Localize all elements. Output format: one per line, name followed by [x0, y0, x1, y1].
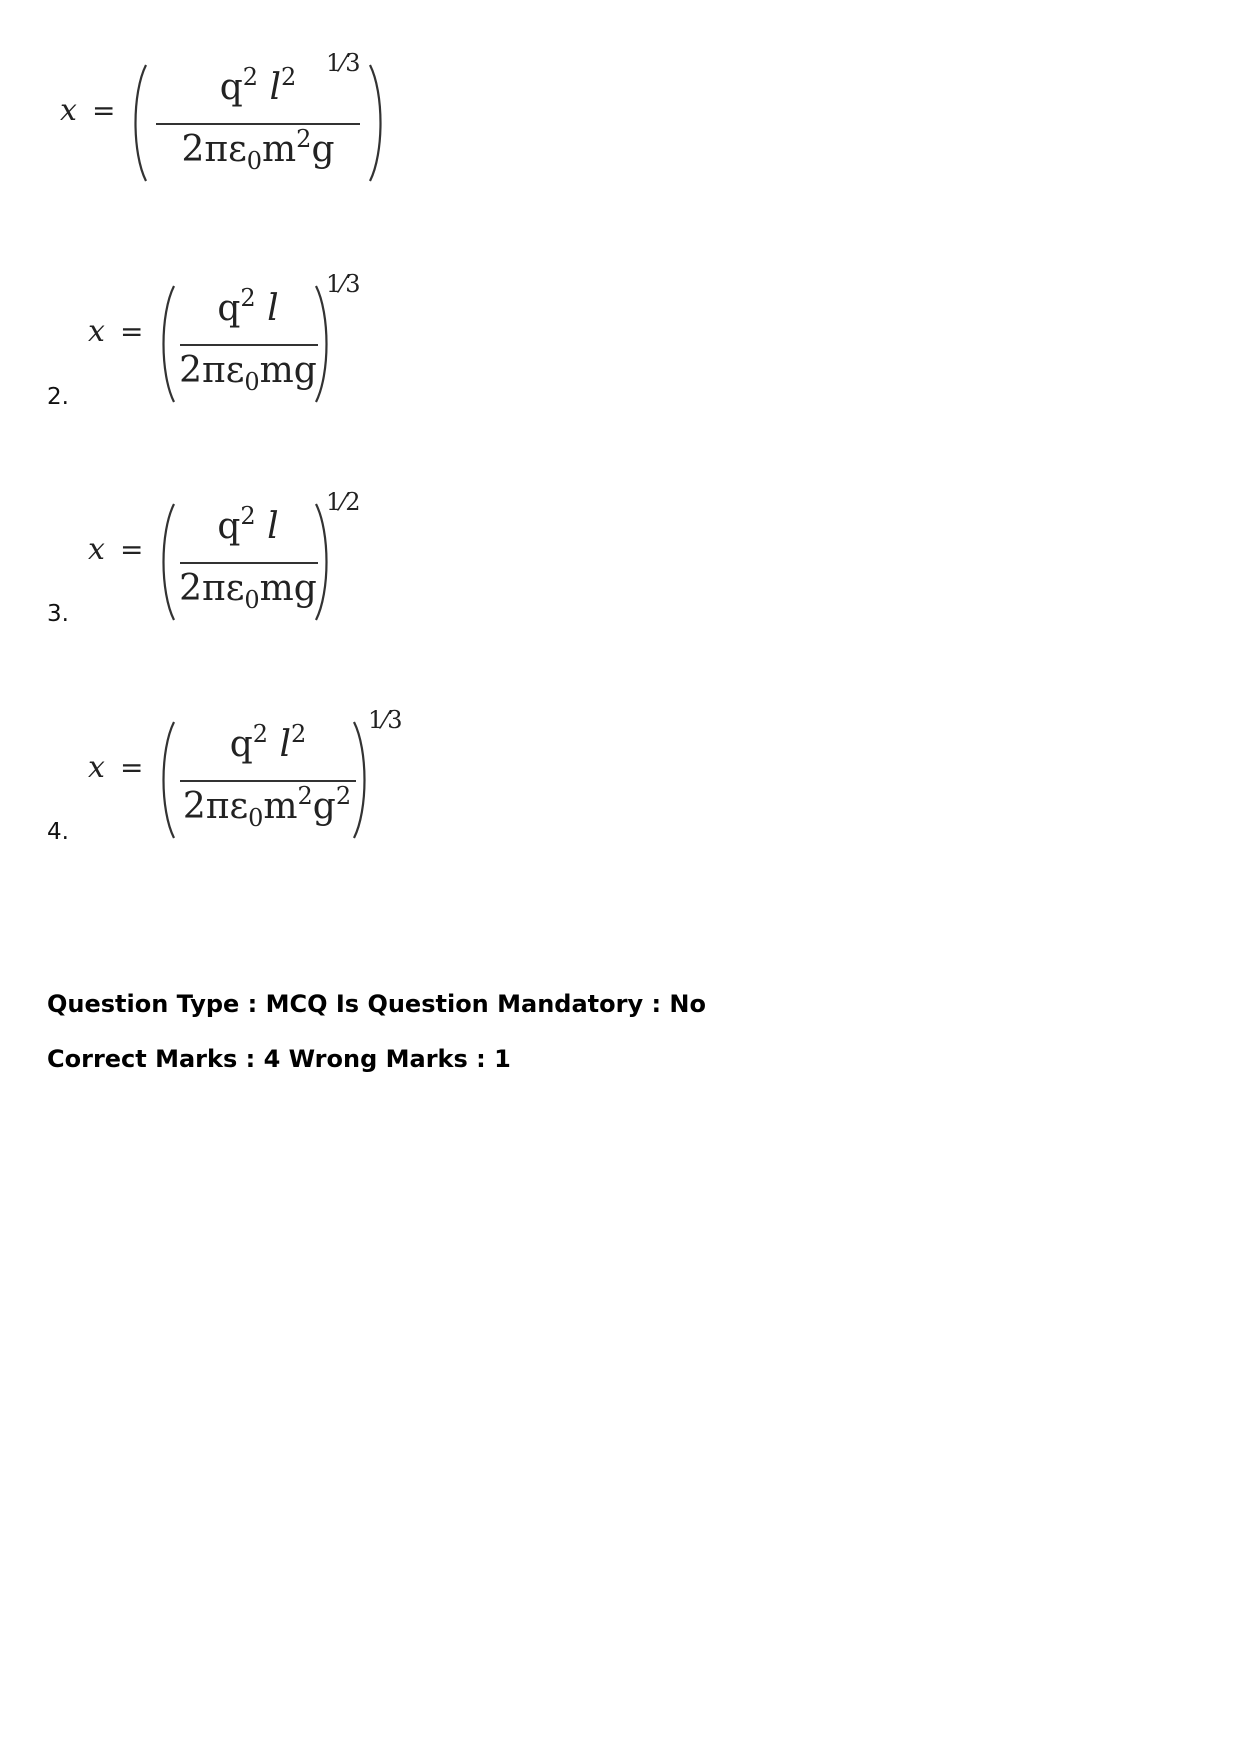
formula-numerator: $q^2$ l: [217, 502, 279, 547]
option-1-formula: [58, 45, 388, 185]
formula-numerator: $q^2$ $l^2$: [229, 720, 307, 765]
option-2-number: 2.: [47, 384, 69, 410]
formula-exponent: 1⁄3: [368, 706, 403, 734]
formula-denominator: $2\pi\varepsilon_0mg$: [179, 568, 317, 614]
formula-exponent: 1⁄2: [326, 488, 361, 516]
formula-exponent: 1⁄3: [326, 49, 361, 77]
fraction-bar: [180, 562, 318, 564]
option-4-number: 4.: [47, 819, 69, 845]
formula-lhs: x: [88, 750, 105, 785]
fraction-bar: [156, 123, 360, 125]
option-2-formula: [86, 266, 386, 406]
fraction-bar: [180, 344, 318, 346]
formula-equals: =: [120, 315, 144, 348]
right-paren: [350, 720, 372, 840]
formula-exponent: 1⁄3: [326, 270, 361, 298]
formula-equals: =: [92, 94, 116, 127]
fraction-bar: [180, 780, 356, 782]
right-paren: [312, 284, 334, 404]
formula-numerator: $q^2$ l: [217, 284, 279, 329]
left-paren: [128, 63, 150, 183]
formula-denominator: $2\pi\varepsilon_0m^2g^2$: [182, 782, 352, 832]
marks-line: Correct Marks : 4 Wrong Marks : 1: [47, 1045, 511, 1073]
right-paren: [366, 63, 388, 183]
question-type-line: Question Type : MCQ Is Question Mandatory : No: [47, 990, 706, 1018]
formula-numerator: $q^2$ $l^2$: [219, 63, 297, 108]
formula-lhs: x: [60, 93, 77, 128]
formula-equals: =: [120, 533, 144, 566]
formula-equals: =: [120, 751, 144, 784]
option-3-number: 3.: [47, 601, 69, 627]
right-paren: [312, 502, 334, 622]
option-3-formula: [86, 484, 386, 624]
formula-lhs: x: [88, 532, 105, 567]
formula-denominator: $2\pi\varepsilon_0m^2g$: [181, 125, 335, 175]
formula-lhs: x: [88, 314, 105, 349]
formula-denominator: $2\pi\varepsilon_0mg$: [179, 350, 317, 396]
option-4-formula: [86, 702, 426, 842]
